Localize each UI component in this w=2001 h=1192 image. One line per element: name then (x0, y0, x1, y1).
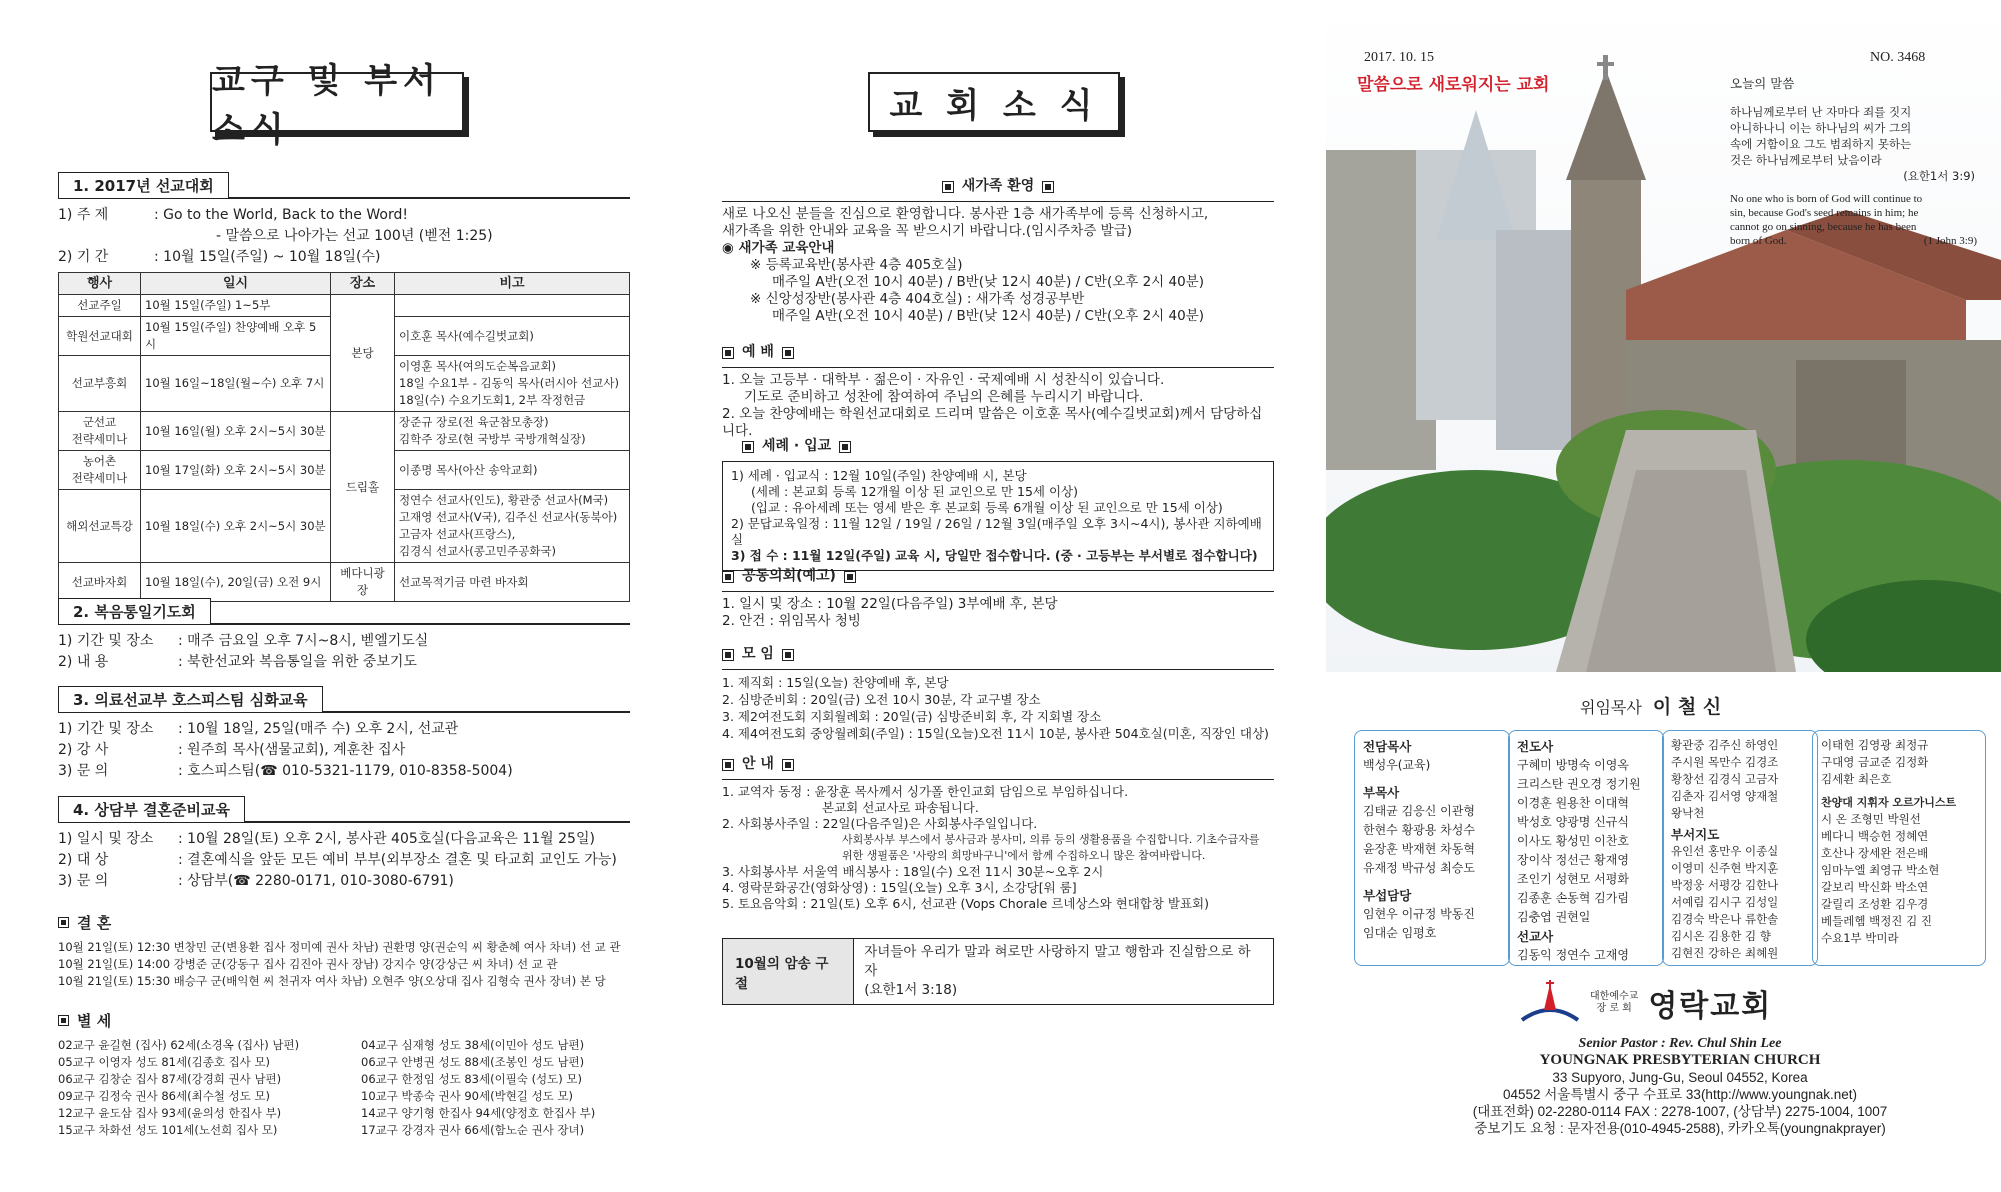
square-bullet-icon (742, 441, 754, 453)
square-bullet-icon (844, 571, 856, 583)
list-item: 04교구 심재형 성도 38세(이민아 성도 남편) (361, 1038, 585, 1052)
today-word-title: 오늘의 말씀 (1730, 76, 1795, 91)
list-item: 10월 21일(토) 14:00 강병준 군(강동구 집사 김진아 권사 장남) 강지수 양(강상근 씨 차녀) 선 교 관 (58, 957, 558, 971)
square-bullet-icon (58, 917, 69, 928)
list-item: 06교구 안병권 성도 88세(조봉인 성도 남편) (361, 1055, 585, 1069)
table-row: 학원선교대회 10월 15일(주일) 찬양예배 오후 5시 이호훈 목사(예수길벗교회) (59, 317, 630, 356)
list-item: 02교구 윤길현 (집사) 62세(소경옥 (집사) 남편) (58, 1038, 300, 1052)
church-logo-icon (1520, 980, 1580, 1026)
list-item: 10교구 박종숙 권사 90세(박현길 성도 모) (361, 1089, 574, 1103)
church-logo: 대한예수교 장 로 회 영락교회 (1520, 980, 1772, 1026)
table-row: 군선교 전략세미나 10월 16일(월) 오후 2시~5시 30분 드림홀 장준규 장로(전 육군참모총장) 김학주 장로(현 국방부 국방개혁실장) (59, 412, 630, 451)
church-name: 영락교회 (1648, 989, 1773, 1024)
col-header: 일시 (141, 273, 331, 295)
square-bullet-icon (839, 441, 851, 453)
table-row: 선교바자회 10월 18일(수), 20일(금) 오전 9시 베다니광장 선교목적기금 마련 바자회 (59, 563, 630, 602)
slogan: 말씀으로 새로워지는 교회 (1357, 75, 1550, 95)
wedding-section: 결 혼 10월 21일(토) 12:30 변창민 군(변용환 집사 정미예 권사 차남) 권환명 양(권순익 씨 황춘혜 여사 차녀) 선 교 관 10월 21일(토) 14:00 강병준 군(강동구 집사 김진아 권사 장남) 강지수 양(강상근 씨 차녀) 선 교 관 10월 21일(토) 15:30 배승구 군(배익현 씨 천귀자 여사 차남) 오현주 양(오상대 집사 김형숙 권사 장녀) 본 당 (58, 912, 638, 990)
square-bullet-icon (58, 1015, 69, 1026)
list-item: 09교구 김정숙 권사 86세(최수철 성도 모) (58, 1089, 271, 1103)
square-bullet-icon (782, 347, 794, 359)
memory-verse-label: 10월의 암송 구절 (723, 939, 854, 1004)
place-cell: 본당 (331, 295, 395, 412)
mission-conference-section (58, 172, 630, 602)
theme-key: 1) 주 제 (58, 207, 109, 223)
table-row: 농어촌 전략세미나 10월 17일(화) 오후 2시~5시 30분 이종명 목사(아산 송악교회) (59, 451, 630, 490)
meetings-section: 모 임 1. 제직회 : 15일(오늘) 찬양예배 후, 본당 2. 심방준비회 : 20일(금) 오전 10시 30분, 각 교구별 장소 3. 제2여전도회 지회월례회 : 20일(금) 심방준비회 후, 각 지회별 장소 4. 제4여전도회 중앙월례회(주일) : 15일(오늘)오전 11시 10분, 봉사관 504호실(미혼, 직장인 대상) (722, 646, 1274, 742)
list-item: 06교구 김창순 집사 87세(강경희 권사 남편) (58, 1072, 282, 1086)
staff-card-missionaries: 황관중 김주신 하영인 주시원 목만수 김경조 황창선 김경식 고금자 김춘자 김서영 양재철 왕낙천 부서지도 유인선 홍만우 이종실 이영미 신주현 박지훈 박정웅 서평강 김한나 서예림 김시구 김성일 김경숙 박은나 류한솔 김시온 김용한 김 향 김현진 강하은 최혜원 (1662, 730, 1818, 966)
col-header: 장소 (331, 273, 395, 295)
square-bullet-icon (722, 571, 734, 583)
staff-card-choir: 이태헌 김영광 최정규 구대영 금교준 김정화 김세환 최은호 찬양대 지휘자 오르가니스트 시 온 조형민 박원선 베다니 백승헌 정혜연 호산나 장세완 전은배 임마누엘 최영규 박소현 갈보리 박신화 박소연 갈릴리 조성환 김우경 베들레헴 백정진 김 진 수요1부 박미라 (1812, 730, 1986, 966)
events-table (58, 272, 630, 602)
mid-banner: 교 회 소 식 (868, 72, 1120, 132)
left-page (0, 0, 660, 1192)
square-bullet-icon (942, 181, 954, 193)
table-row: 선교부흥회 10월 16일~18일(월~수) 오후 7시 이영훈 목사(여의도순복음교회) 18일 수요1부 - 김동익 목사(러시아 선교사) 18일(수) 수요기도회1, 2부 작정헌금 (59, 356, 630, 412)
list-item: 15교구 차화선 성도 101세(노선희 집사 모) (58, 1123, 278, 1137)
square-bullet-icon (782, 759, 794, 771)
square-bullet-icon (722, 649, 734, 661)
memory-verse-text: 자녀들아 우리가 말과 혀로만 사랑하지 말고 행함과 진실함으로 하자 (864, 944, 1251, 979)
new-family-section: 새가족 환영 새로 나오신 분들을 진심으로 환영합니다. 봉사관 1층 새가족부에 등록 신청하시고, 새가족을 위한 안내와 교육을 꼭 받으시기 바랍니다.(임시주차증 발급) ◉ 새가족 교육안내 ※ 등록교육반(봉사관 4층 405호실) 매주일 A반(오전 10시 40분) / B반(낮 12시 40분) / C반(오후 2시 40분) ※ 신앙성장반(봉사관 4층 404호실) : 새가족 성경공부반 매주일 A반(오전 10시 40분) / B반(낮 12시 40분) / C반(오후 2시 40분) (722, 178, 1274, 325)
theme-value: : Go to the World, Back to the Word! (154, 207, 408, 223)
hospice-section: 3. 의료선교부 호스피스팀 심화교육 1) 기간 및 장소 : 10월 18일, 25일(매주 수) 오후 2시, 선교관 2) 강 사 : 원주희 목사(샘물교회), 계훈찬 집사 3) 문 의 : 호스피스팀(☎ 010-5321-1179, 010-8358-5004) (58, 686, 630, 782)
col-header: 비고 (395, 273, 630, 295)
period-value: : 10월 15일(주일) ~ 10월 18일(수) (154, 249, 381, 265)
list-item: 05교구 이영자 성도 81세(김종호 집사 모) (58, 1055, 271, 1069)
square-bullet-icon (722, 759, 734, 771)
notices-section: 안 내 1. 교역자 동정 : 윤장훈 목사께서 싱가폴 한인교회 담임으로 부임하십니다. 본교회 선교사로 파송됩니다. 2. 사회봉사주일 : 22일(다음주일)은 사회봉사주일입니다. 사회봉사부 부스에서 봉사금과 봉사미, 의류 등의 생활용품을 수집합니다. 기초수급자를 위한 생필품은 '사랑의 희망바구니'에서 함께 수집하오니 많은 참여바랍니다. 3. 사회봉사부 서울역 배식봉사 : 18일(수) 오전 11시 30분~오후 2시 4. 영락문화공간(영화상영) : 15일(오늘) 오후 3시, 소강당[워 룸] 5. 토요음악회 : 21일(토) 오후 6시, 선교관 (Vops Chorale 르네상스와 현대합창 발표회) (722, 756, 1274, 912)
list-item: 17교구 강경자 권사 66세(함노순 권사 장녀) (361, 1123, 585, 1137)
council-section: 공동의회(예고) 1. 일시 및 장소 : 10월 22일(다음주일) 3부예배 후, 본당 2. 안건 : 위임목사 청빙 (722, 568, 1274, 630)
col-header: 행사 (59, 273, 141, 295)
today-word: 오늘의 말씀 하나님께로부터 난 자마다 죄를 짓지 아니하나니 이는 하나님의 씨가 그의 속에 거함이요 그도 범죄하지 못하는 것은 하나님께로부터 났음이라 (요한1서 3:9) No one who is born of God will continue to sin, because God's seed remains in him; he cannot go on sinning, because he has been born of God. (1 John 3:9) (1730, 76, 1995, 248)
period-key: 2) 기 간 (58, 249, 109, 265)
staff-card-pastors: 전담목사 백성우(교육) 부목사 김태균 김응신 이관형 한현수 황광용 차성수 윤장훈 박재현 차동혁 유재정 박규성 최승도 부섭담당 임현우 이규정 박동진 임대순 임평호 (1354, 730, 1510, 966)
memory-verse-box (722, 938, 1274, 1005)
unification-prayer-section: 2. 복음통일기도회 1) 기간 및 장소 : 매주 금요일 오후 7시~8시, 벧엘기도실 2) 내 용 : 북한선교와 복음통일을 위한 중보기도 (58, 598, 630, 673)
square-bullet-icon (1042, 181, 1054, 193)
table-row: 해외선교특강 10월 18일(수) 오후 2시~5시 30분 정연수 선교사(인도), 황관중 선교사(M국) 고재영 선교사(V국), 김주신 선교사(동북아) 고금자 선교사(프랑스), 김경식 선교사(콩고민주공화국) (59, 490, 630, 563)
issue-date: 2017. 10. 15 (1364, 50, 1434, 65)
staff-card-evangelists: 전도사 구혜미 방명숙 이영옥 크리스탄 권오경 정기원 이경훈 원용찬 이대혁 박성호 양광명 신규식 이사도 황성민 이찬호 장이삭 정선근 황재영 조인기 성현모 서평화 김종훈 손동혁 김가림 김충엽 권현일 선교사 김동익 정연수 고재영 (1508, 730, 1664, 966)
senior-pastor: 위임목사 이 철 신 (1580, 696, 1722, 718)
funeral-section: 별 세 02교구 윤길현 (집사) 62세(소경옥 (집사) 남편) 05교구 이영자 성도 81세(김종호 집사 모) 06교구 김창순 집사 87세(강경희 권사 남편) 09교구 김정숙 권사 86세(최수철 성도 모) 12교구 윤도삼 집사 93세(윤의성 한집사 부) 15교구 차화선 성도 101세(노선희 집사 모) 04교구 심재형 성도 38세(이민아 성도 남편) 06교구 안병권 성도 88세(조봉인 성도 남편) 06교구 한정임 성도 83세(이필숙 (성도) 모) 10교구 박종숙 권사 90세(박현길 성도 모) 14교구 양기형 한집사 94세(양정호 한집사 부) 17교구 강경자 권사 66세(함노순 권사 장녀) (58, 1010, 638, 1139)
section-title: 2. 복음통일기도회 (58, 598, 211, 624)
marriage-prep-section: 4. 상담부 결혼준비교육 1) 일시 및 장소 : 10월 28일(토) 오후 2시, 봉사관 405호실(다음교육은 11월 25일) 2) 대 상 : 결혼예식을 앞둔 모든 예비 부부(외부장소 결혼 및 타교회 교인도 가능) 3) 문 의 : 상담부(☎ 2280-0171, 010-3080-6791) (58, 796, 630, 892)
section-title: 3. 의료선교부 호스피스팀 심화교육 (58, 686, 323, 712)
church-info: Senior Pastor : Rev. Chul Shin Lee YOUNGNAK PRESBYTERIAN CHURCH 33 Supyoro, Jung-Gu, Seoul 04552, Korea 04552 서울특별시 중구 수표로 33(http://www.youngnak.net) (대표전화) 02-2280-0114 FAX : 2278-1007, (상담부) 2275-1004, 1007 중보기도 요청 : 문자전용(010-4945-2588), 카카오톡(youngnakprayer) (1472, 1036, 1888, 1136)
section-title: 4. 상담부 결혼준비교육 (58, 796, 245, 822)
memory-verse-ref: (요한1서 3:18) (864, 982, 958, 998)
list-item: 10월 21일(토) 12:30 변창민 군(변용환 집사 정미예 권사 차남) 권환명 양(권순익 씨 황춘혜 여사 차녀) 선 교 관 (58, 940, 621, 954)
senior-pastor-name: 이 철 신 (1652, 696, 1722, 718)
section-title: 1. 2017년 선교대회 (58, 172, 229, 198)
square-bullet-icon (722, 347, 734, 359)
baptism-section: 세례 · 입교 1) 세례 · 입교식 : 12월 10일(주일) 찬양예배 시, 본당 (세례 : 본교회 등록 12개월 이상 된 교인으로 만 15세 이상) (입교 : 유아세례 또는 영세 받은 후 본교회 등록 6개월 이상 된 교인으로 만 15세 이상) 2) 문답교육일정 : 11월 12일 / 19일 / 26일 / 12월 3일(매주일 오후 3시~4시), 봉사관 지하예배실 3) 접 수 : 11월 12일(주일) 교육 시, 당일만 접수합니다. (중 · 고등부는 부서별로 접수합니다) (722, 438, 1274, 571)
worship-section: 예 배 1. 오늘 고등부 · 대학부 · 젊은이 · 자유인 · 국제예배 시 성찬식이 있습니다. 기도로 준비하고 성찬에 참여하여 주님의 은혜를 누리시기 바랍니다. 2. 오늘 찬양예배는 학원선교대회로 드리며 말씀은 이호훈 목사(예수길벗교회)께서 담당하십니다. (722, 344, 1274, 440)
list-item: 14교구 양기형 한집사 94세(양정호 한집사 부) (361, 1106, 596, 1120)
list-item: 12교구 윤도삼 집사 93세(윤의성 한집사 부) (58, 1106, 282, 1120)
table-row: 선교주일 10월 15일(주일) 1~5부 본당 (59, 295, 630, 317)
place-cell: 드림홀 (331, 412, 395, 563)
issue-number: NO. 3468 (1870, 50, 1926, 65)
theme-sub: - 말씀으로 나아가는 선교 100년 (벧전 1:25) (216, 228, 493, 244)
list-item: 06교구 한정임 성도 83세(이필숙 (성도) 모) (361, 1072, 583, 1086)
square-bullet-icon (782, 649, 794, 661)
left-banner: 교구 및 부서소식 (210, 72, 464, 132)
list-item: 10월 21일(토) 15:30 배승구 군(배익현 씨 천귀자 여사 차남) 오현주 양(오상대 집사 김형숙 권사 장녀) 본 당 (58, 974, 606, 988)
